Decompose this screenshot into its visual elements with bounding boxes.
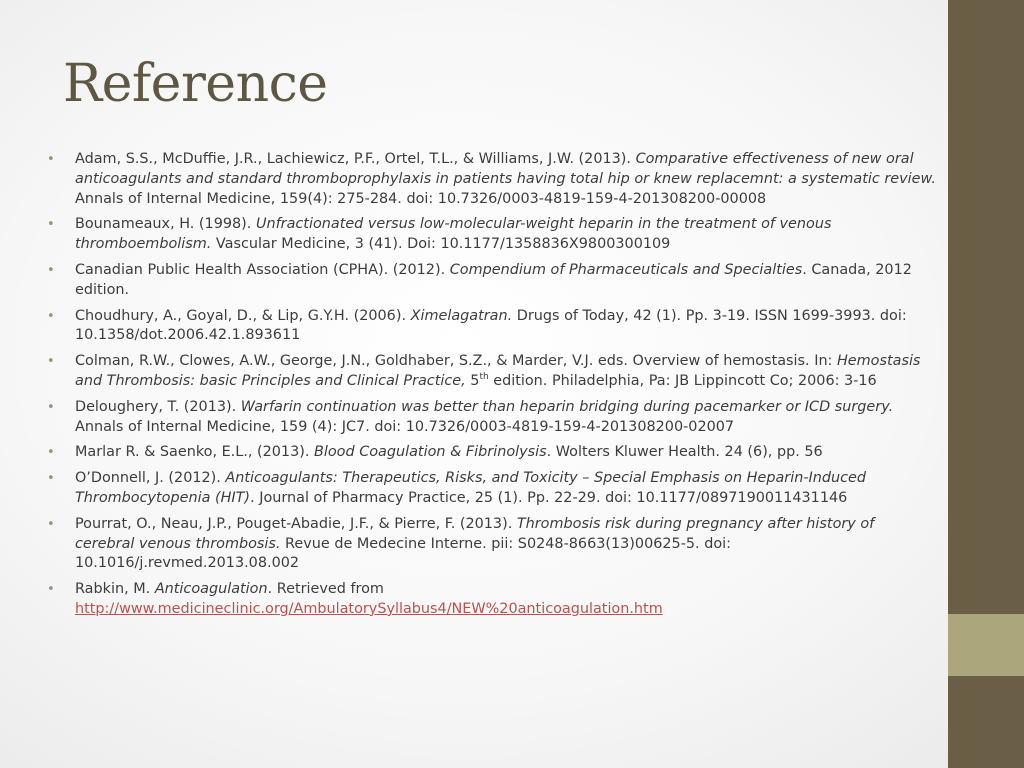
bullet-icon: • <box>47 516 55 532</box>
reference-text: Pourrat, O., Neau, J.P., Pouget-Abadie, J.F., & Pierre, F. (2013). <box>75 515 517 532</box>
reference-source: . Canada, 2012 edition. <box>75 261 912 298</box>
reference-source: . Journal of Pharmacy Practice, 25 (1). Pp. 22-29. doi: 10.1177/0897190011431146 <box>250 489 848 506</box>
reference-text: Deloughery, T. (2013). <box>75 398 241 415</box>
reference-title: Compendium of Pharmaceuticals and Specialties <box>449 261 803 278</box>
reference-item-cpha <box>47 261 936 301</box>
bullet-icon: • <box>47 152 55 167</box>
reference-item-choudhury <box>47 307 936 347</box>
reference-source: . Wolters Kluwer Health. 24 (6), pp. 56 <box>546 444 823 461</box>
reference-item-marlar <box>47 443 936 463</box>
reference-item-bounameaux <box>47 215 936 255</box>
bullet-icon: • <box>47 308 55 324</box>
bullet-icon: • <box>47 354 55 370</box>
reference-title: Anticoagulation <box>154 581 268 598</box>
reference-source: Drugs of Today, 42 (1). Pp. 3-19. ISSN 1699-3993. doi: 10.1358/dot.2006.42.1.893611 <box>75 307 907 344</box>
reference-source: . Retrieved from <box>267 581 384 598</box>
reference-source: Vascular Medicine, 3 (41). Doi: 10.1177/1358836X9800300109 <box>211 236 671 253</box>
reference-edition: 5 <box>465 372 480 389</box>
reference-title: Anticoagulants: Therapeutics, Risks, and Toxicity – Special Emphasis on Heparin-Induced Thrombocytopenia (HIT) <box>75 470 867 506</box>
bullet-icon: • <box>47 582 55 598</box>
bullet-icon: • <box>47 445 55 461</box>
bullet-icon: • <box>47 217 55 233</box>
bullet-icon: • <box>47 471 55 487</box>
reference-title: Hemostasis and Thrombosis: basic Principles and Clinical Practice, <box>75 353 921 389</box>
reference-item-adam <box>47 150 936 209</box>
reference-source: Revue de Medecine Interne. pii: S0248-8663(13)00625-5. doi: 10.1016/j.revmed.2013.08.002 <box>75 535 731 572</box>
reference-source: Annals of Internal Medicine, 159(4): 275-284. doi: 10.7326/0003-4819-159-4-201308200-00008 <box>75 190 767 207</box>
reference-title: Comparative effectiveness of new oral anticoagulants and standard thromboprophylaxis in patients having total hip or knew replacemnt: a systematic review. <box>75 151 936 187</box>
slide-title: Reference <box>63 54 328 114</box>
reference-title: Thrombosis risk during pregnancy after history of cerebral venous thrombosis. <box>75 515 875 552</box>
reference-text: Choudhury, A., Goyal, D., & Lip, G.Y.H. (2006). <box>75 307 411 324</box>
reference-item-colman <box>47 352 936 392</box>
reference-text: Canadian Public Health Association (CPHA). (2012). <box>75 261 450 278</box>
reference-text: Bounameaux, H. (1998). <box>75 216 256 233</box>
reference-title: Unfractionated versus low-molecular-weight heparin in the treatment of venous thromboembolism. <box>75 216 832 253</box>
reference-text: Adam, S.S., McDuffie, J.R., Lachiewicz, P.F., Ortel, T.L., & Williams, J.W. (2013). <box>75 151 636 167</box>
reference-title: Ximelagatran. <box>410 307 513 324</box>
reference-item-rabkin <box>47 580 936 620</box>
reference-item-deloughery <box>47 398 936 438</box>
reference-title: Blood Coagulation & Fibrinolysis <box>314 444 547 461</box>
reference-text: Colman, R.W., Clowes, A.W., George, J.N., Goldhaber, S.Z., & Marder, V.J. eds. Overview of hemostasis. In: <box>75 353 837 370</box>
bullet-icon: • <box>47 399 55 415</box>
side-bar-accent <box>948 614 1024 676</box>
reference-list <box>47 150 936 626</box>
reference-title: Warfarin continuation was better than heparin bridging during pacemarker or ICD surgery. <box>240 398 894 415</box>
reference-link[interactable]: http://www.medicineclinic.org/AmbulatorySyllabus4/NEW%20anticoagulation.htm <box>75 600 663 617</box>
reference-item-odonnell <box>47 469 936 509</box>
reference-source: Annals of Internal Medicine, 159 (4): JC7. doi: 10.7326/0003-4819-159-4-201308200-02007 <box>75 418 735 435</box>
reference-item-pourrat <box>47 515 936 574</box>
reference-text: Marlar R. & Saenko, E.L., (2013). <box>75 444 314 461</box>
bullet-icon: • <box>47 262 55 278</box>
reference-source: edition. Philadelphia, Pa: JB Lippincott Co; 2006: 3-16 <box>488 372 877 389</box>
edition-superscript: th <box>479 372 489 383</box>
reference-text: Rabkin, M. <box>75 581 155 598</box>
reference-text: O’Donnell, J. (2012). <box>75 470 226 487</box>
